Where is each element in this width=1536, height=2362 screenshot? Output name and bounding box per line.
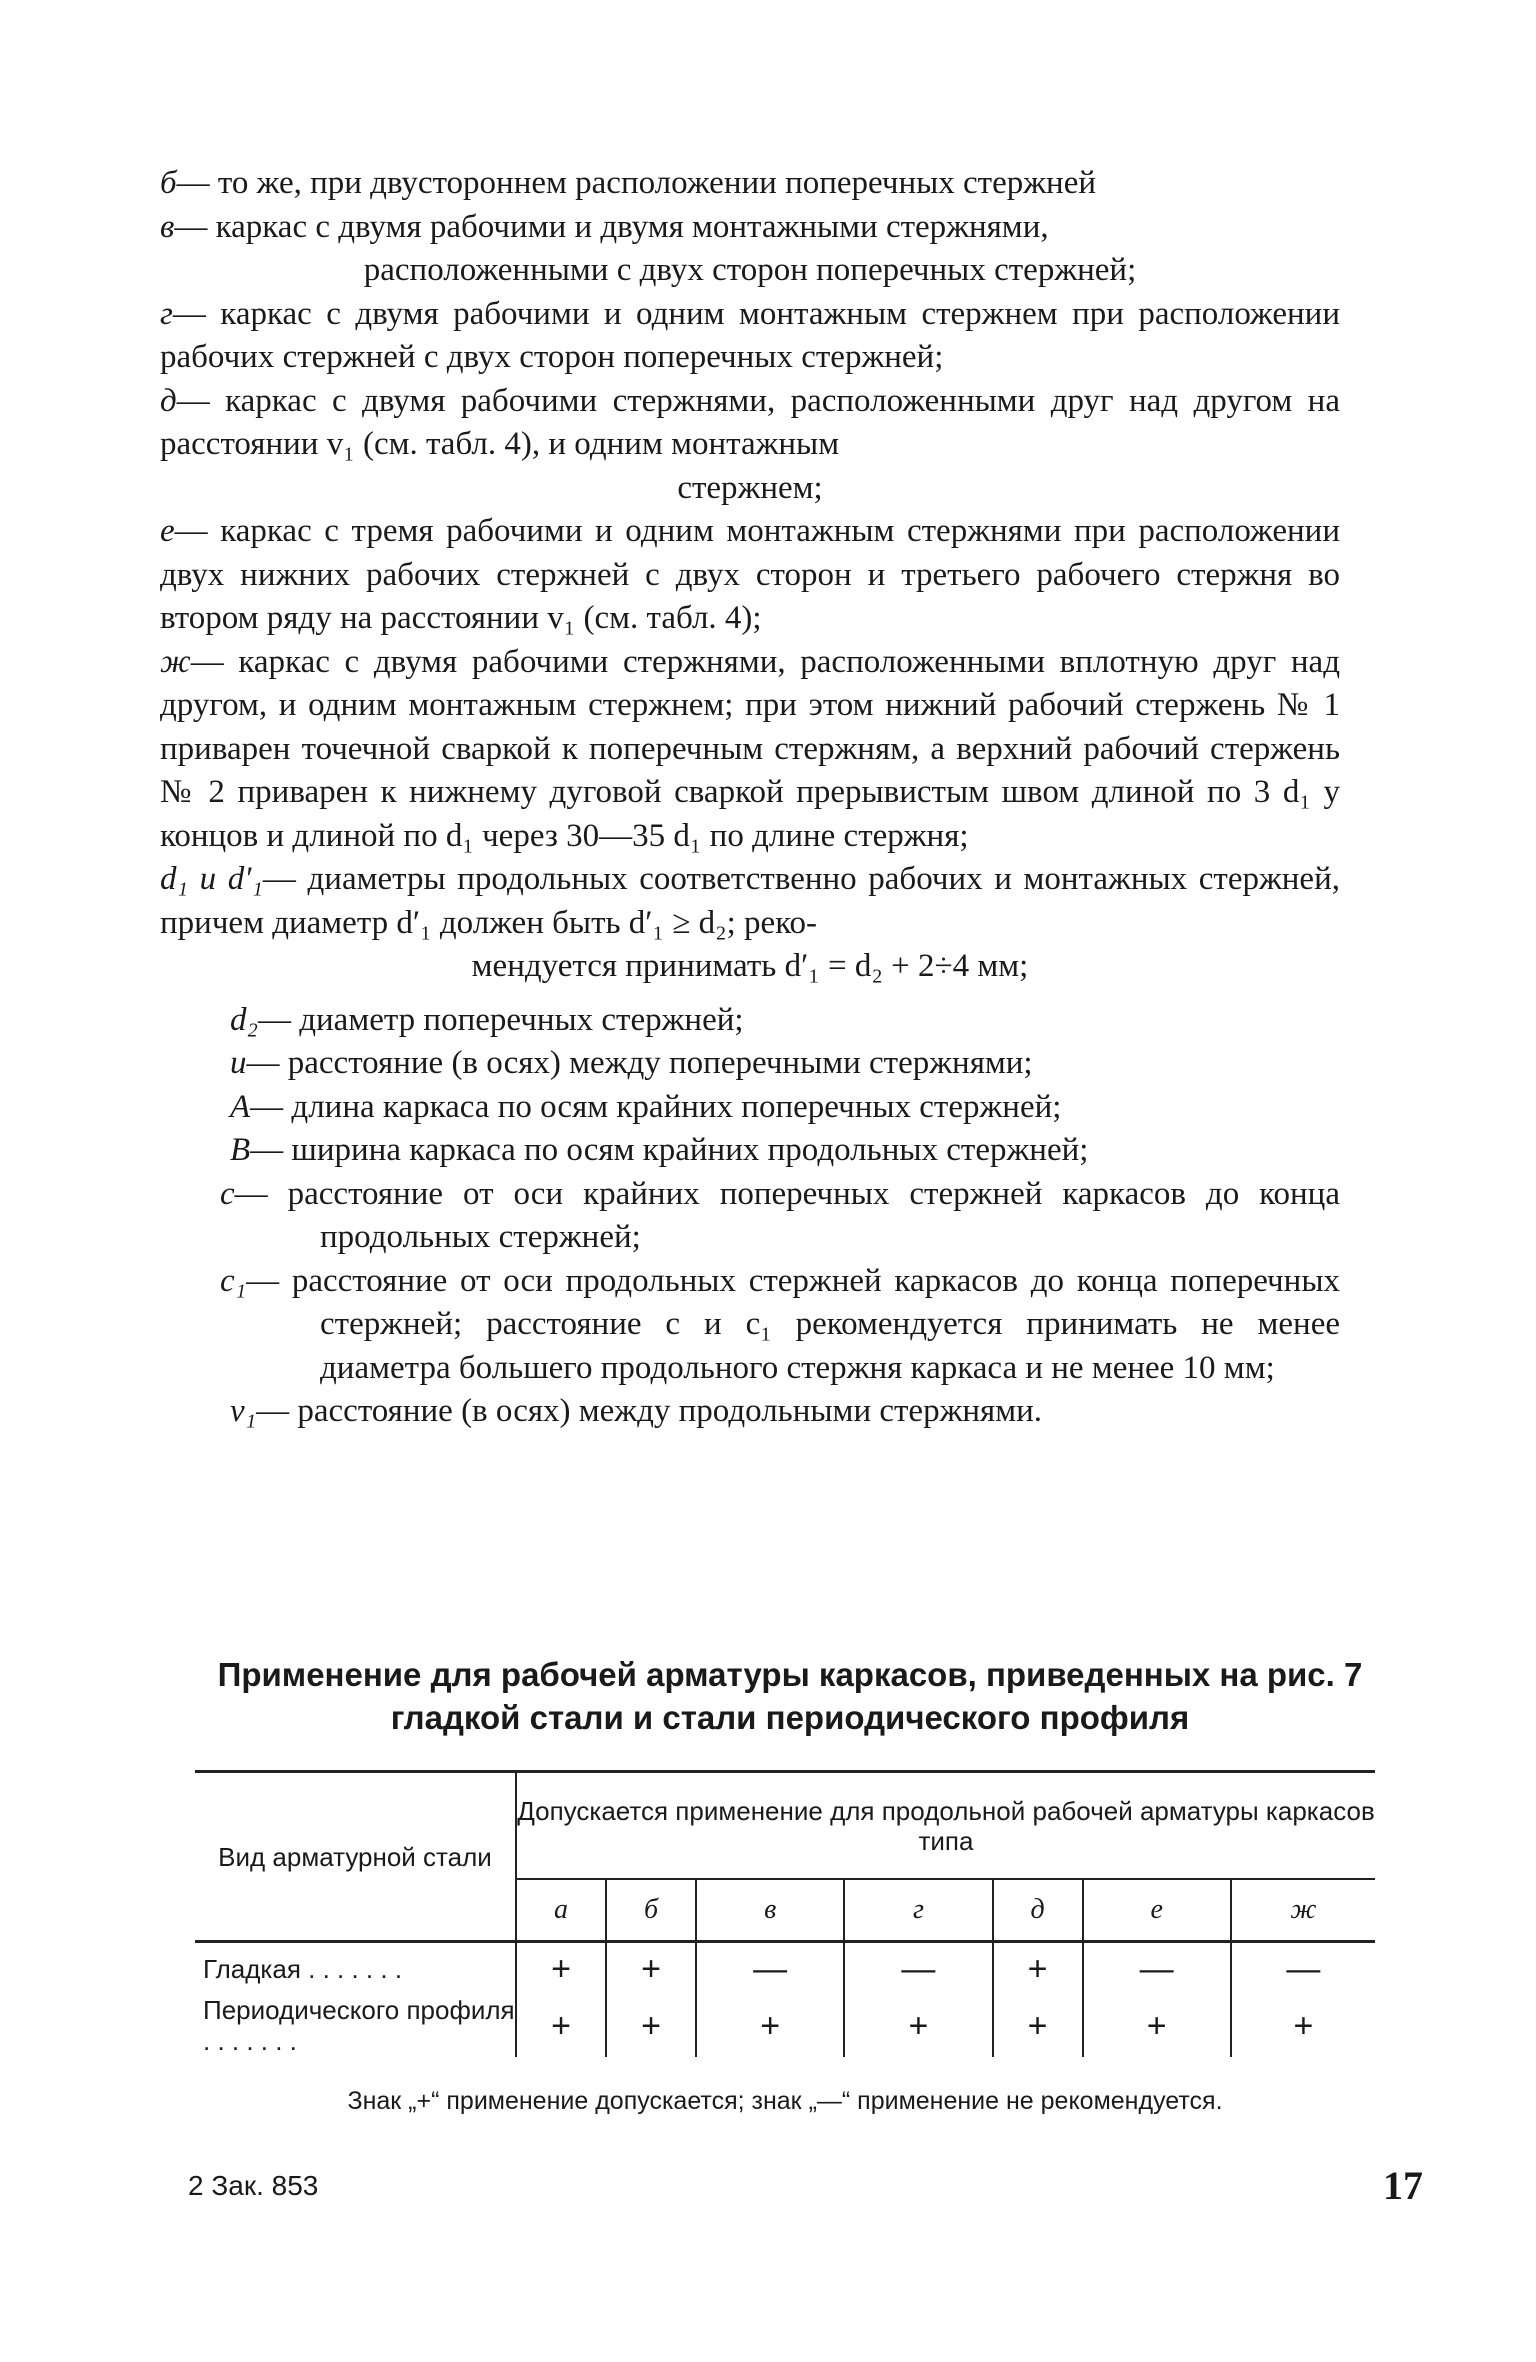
definition-key: v₁ [230,1393,257,1429]
type-header-b: б [606,1879,696,1942]
definition-d [160,380,1340,467]
type-header-e: е [1083,1879,1231,1942]
definition-text: — ширина каркаса по осям крайних продольных стержней; [250,1132,1089,1168]
definition-u [160,1042,1340,1086]
definition-c1 [160,1260,1340,1391]
steel-type-name: Гладкая . . . . . . . [195,1943,516,1995]
definition-key: г [160,295,173,332]
definition-text: стержнем; [677,469,823,506]
definition-key: d₂ [230,1001,258,1038]
steel-type-header: Вид арматурной стали [195,1772,516,1942]
type-header-v: в [696,1879,844,1942]
definition-key: A [230,1088,251,1125]
definition-g [160,293,1340,380]
section-title-line-1: Применение для рабочей арматуры каркасов, приведенных на рис. 7 [217,1656,1363,1693]
section-title-line-2: гладкой стали и стали периодического профиля [390,1699,1190,1736]
definition-b [160,162,1340,206]
definition-v [160,206,1340,250]
definition-B [160,1129,1340,1173]
definition-text: — расстояние от оси крайних поперечных стержней каркасов до конца продольных стержней; [234,1175,1340,1255]
table-cell: + [606,1995,696,2057]
definition-text: — каркас с двумя рабочими стержнями, расположенными друг над другом на расстоянии v₁ (см. табл. 4), и одним монтажным [160,382,1340,462]
definition-d-continuation [160,467,1340,511]
definition-d1 [160,858,1340,945]
table-cell: + [606,1943,696,1995]
definition-text: — то же, при двустороннем расположении поперечных стержней [176,165,1097,201]
page-number: 17 [1383,2163,1423,2208]
table-cell: + [1231,1995,1375,2057]
definition-zh [160,641,1340,859]
definition-text: — каркас с двумя рабочими и одним монтажным стержнем при расположении рабочих стержней с двух сторон поперечных стержней; [160,295,1340,375]
table-cell: + [993,1995,1083,2057]
definition-key: ж [160,643,191,680]
definition-text: — каркас с двумя рабочими и двумя монтажными стержнями, [174,208,1049,245]
table-cell: + [1083,1995,1231,2057]
type-header-a: а [516,1879,606,1942]
definition-A [160,1086,1340,1130]
table-cell: + [993,1943,1083,1995]
definition-e [160,510,1340,641]
type-header-d: д [993,1879,1083,1942]
table-cell: — [1083,1943,1231,1995]
definition-text: — каркас с двумя рабочими стержнями, расположенными вплотную друг над другом, и одним монтажным стержнем; при этом нижний рабочий стержень № 1 приварен точечной сваркой к поперечным стержням, а верхний рабочий стержень № 2 приварен к нижнему дуговой сваркой прерывистым швом длиной по 3 d₁ у концов и длиной по d₁ через 30—35 d₁ по длине стержня; [160,643,1340,854]
table-cell: + [696,1995,844,2057]
definition-text: — длина каркаса по осям крайних поперечных стержней; [250,1088,1062,1125]
definition-text: — каркас с тремя рабочими и одним монтажным стержнями при расположении двух нижних рабочих стержней с двух сторон и третьего рабочего стержня во втором ряду на расстоянии v₁ (см. табл. 4); [160,513,1340,636]
section-title [190,1653,1390,1739]
application-table [195,1770,1375,2057]
definition-v-continuation [160,249,1340,293]
table-row [195,1943,1375,1995]
definition-key: d₁ и d′₁ [160,861,263,897]
type-header-zh: ж [1231,1879,1375,1942]
definition-key: д [160,382,177,419]
table-row [195,1995,1375,2057]
definition-key: c [220,1175,235,1212]
definition-text: мендуется принимать d′₁ = d₂ + 2÷4 мм; [471,948,1029,984]
allowed-use-header: Допускается применение для продольной рабочей арматуры каркасов типа [516,1772,1375,1880]
definition-text: — диаметры продольных соответственно рабочих и монтажных стержней, причем диаметр d′₁ должен быть d′₁ ≥ d₂; реко- [160,861,1340,941]
definition-text: расположенными с двух сторон поперечных стержней; [363,252,1137,288]
table-cell: + [516,1995,606,2057]
definition-text: — расстояние (в осях) между поперечными стержнями; [246,1045,1033,1081]
table-cell: — [1231,1943,1375,1995]
table-cell: — [696,1943,844,1995]
print-mark: 2 Зак. 853 [188,2170,319,2201]
table-note: Знак „+“ применение допускается; знак „—“ применение не рекомендуется. [347,2087,1223,2115]
definition-key: е [160,513,175,549]
definition-text: — расстояние от оси продольных стержней каркасов до конца поперечных стержней; расстояние c и c₁ рекомендуется принимать не менее диаметра большего продольного стержня каркаса и не менее 10 мм; [246,1262,1340,1386]
type-header-g: г [844,1879,992,1942]
definition-key: в [160,208,175,245]
table-cell: — [844,1943,992,1995]
definition-key: u [230,1045,247,1081]
definition-c [160,1173,1340,1260]
definition-text: — диаметр поперечных стержней; [257,1001,744,1038]
definition-d1-continuation [160,945,1340,989]
table-cell: + [844,1995,992,2057]
table-cell: + [516,1943,606,1995]
definition-v1 [160,1390,1340,1434]
steel-type-name: Периодического профиля . . . . . . . [195,1995,516,2057]
definition-text: — расстояние (в осях) между продольными стержнями. [256,1393,1043,1429]
definitions-list [160,162,1340,1434]
definition-key: б [160,165,177,201]
definition-key: c₁ [220,1262,247,1299]
definition-key: B [230,1132,251,1168]
definition-d2 [160,999,1340,1043]
